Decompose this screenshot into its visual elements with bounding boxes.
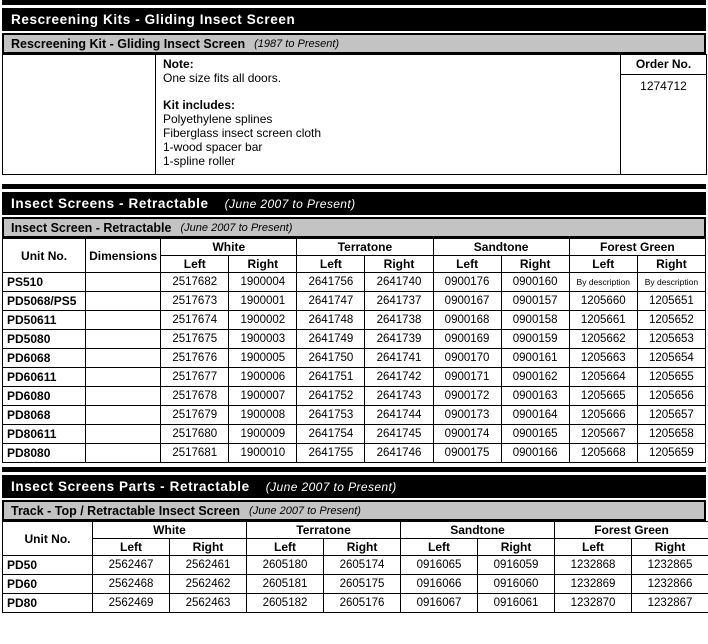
part-number-cell: 2641754 <box>297 425 365 444</box>
section-title: Insect Screens Parts - Retractable <box>11 479 250 494</box>
part-number-cell: 1232870 <box>555 594 632 613</box>
part-number-cell: 1232867 <box>632 594 708 613</box>
part-number-cell: 2562461 <box>170 556 247 575</box>
section-divider-rule <box>2 0 706 5</box>
note-text: One size fits all doors. <box>163 71 282 85</box>
part-number-cell: 0900161 <box>501 349 569 368</box>
part-number-cell: 0900170 <box>433 349 501 368</box>
section-subtitle-date: (June 2007 to Present) <box>180 221 293 234</box>
unit-no-header: Unit No. <box>3 522 93 556</box>
left-header: Left <box>93 539 170 556</box>
order-no-cell <box>621 55 707 175</box>
left-header: Left <box>297 256 365 273</box>
part-number-cell: 0900162 <box>501 368 569 387</box>
part-number-cell: 0900174 <box>433 425 501 444</box>
part-number-cell: 1205658 <box>637 425 705 444</box>
part-number-cell: 1205667 <box>569 425 637 444</box>
part-number-cell: 2517674 <box>161 311 229 330</box>
left-header: Left <box>555 539 632 556</box>
section-title-bar <box>2 8 706 31</box>
unit-no-cell: PD60 <box>3 575 93 594</box>
part-number-cell: 1900005 <box>229 349 297 368</box>
part-number-cell: 2641753 <box>297 406 365 425</box>
dimensions-cell <box>86 292 161 311</box>
dimensions-cell <box>86 311 161 330</box>
left-header: Left <box>247 539 324 556</box>
section-subtitle: Track - Top / Retractable Insect Screen <box>11 503 241 518</box>
part-number-cell: 2517677 <box>161 368 229 387</box>
part-number-cell: 0900164 <box>501 406 569 425</box>
section-subtitle-date: (1987 to Present) <box>254 37 340 50</box>
color-group-sandtone: Sandtone <box>433 239 569 256</box>
part-number-cell: 1205661 <box>569 311 637 330</box>
section-subtitle-date: (June 2007 to Present) <box>249 504 361 517</box>
part-number-cell: 1232869 <box>555 575 632 594</box>
part-number-cell: 2605181 <box>247 575 324 594</box>
part-number-cell: 0916066 <box>401 575 478 594</box>
part-number-cell: 0916060 <box>478 575 555 594</box>
unit-no-cell: PD50611 <box>3 311 86 330</box>
part-number-cell: 0916061 <box>478 594 555 613</box>
part-number-cell: 0900175 <box>433 444 501 463</box>
part-number-cell: 2605182 <box>247 594 324 613</box>
part-number-cell: 2641750 <box>297 349 365 368</box>
right-header: Right <box>478 539 555 556</box>
unit-no-cell: PD5080 <box>3 330 86 349</box>
table-row <box>3 575 708 594</box>
part-number-cell: 2517680 <box>161 425 229 444</box>
part-number-cell: 0900157 <box>501 292 569 311</box>
section-title: Rescreening Kits - Gliding Insect Screen <box>11 12 296 27</box>
dimensions-cell <box>86 444 161 463</box>
kit-item: Polyethylene splines <box>163 112 273 126</box>
part-number-cell: 2641738 <box>365 311 433 330</box>
part-number-cell: 1900001 <box>229 292 297 311</box>
table-row <box>3 349 706 368</box>
part-number-cell: By description <box>637 273 705 292</box>
right-header: Right <box>365 256 433 273</box>
part-number-cell: 0916059 <box>478 556 555 575</box>
part-number-cell: 2641749 <box>297 330 365 349</box>
unit-no-cell: PD8068 <box>3 406 86 425</box>
part-number-cell: 2641746 <box>365 444 433 463</box>
section-divider-rule <box>2 184 706 189</box>
part-number-cell: 1205655 <box>637 368 705 387</box>
part-number-cell: 2641756 <box>297 273 365 292</box>
part-number-cell: 0900158 <box>501 311 569 330</box>
table-row <box>3 330 706 349</box>
right-header: Right <box>170 539 247 556</box>
section-insect-screens-parts <box>2 467 706 613</box>
part-number-cell: 2605180 <box>247 556 324 575</box>
unit-no-cell: PD6068 <box>3 349 86 368</box>
kit-items-list <box>163 112 613 168</box>
left-right-header-row <box>3 539 708 556</box>
unit-no-cell: PS510 <box>3 273 86 292</box>
dimensions-cell <box>86 387 161 406</box>
note-row <box>3 55 707 175</box>
part-number-cell: 1205664 <box>569 368 637 387</box>
part-number-cell: 0900176 <box>433 273 501 292</box>
note-label: Note: <box>163 57 194 71</box>
table-row <box>3 425 706 444</box>
part-number-cell: 2641737 <box>365 292 433 311</box>
part-number-cell: 0900173 <box>433 406 501 425</box>
part-number-cell: 0900166 <box>501 444 569 463</box>
section-subtitle-bar <box>2 217 706 238</box>
left-header: Left <box>569 256 637 273</box>
left-header: Left <box>433 256 501 273</box>
unit-no-cell: PD60611 <box>3 368 86 387</box>
part-number-cell: 0916065 <box>401 556 478 575</box>
part-number-cell: 2641742 <box>365 368 433 387</box>
right-header: Right <box>637 256 705 273</box>
part-number-cell: 2641748 <box>297 311 365 330</box>
color-group-forest-green: Forest Green <box>569 239 705 256</box>
table-row <box>3 387 706 406</box>
part-number-cell: 2641744 <box>365 406 433 425</box>
table-row <box>3 368 706 387</box>
part-number-cell: 1900004 <box>229 273 297 292</box>
section-subtitle: Rescreening Kit - Gliding Insect Screen <box>11 36 246 51</box>
part-number-cell: 2517682 <box>161 273 229 292</box>
part-number-cell: 2641751 <box>297 368 365 387</box>
section-rescreening-kits <box>2 0 706 175</box>
part-number-cell: 2562463 <box>170 594 247 613</box>
unit-no-header: Unit No. <box>3 239 86 273</box>
kit-item: 1-wood spacer bar <box>163 140 263 154</box>
rescreening-kit-table <box>2 54 707 175</box>
part-number-cell: 0900159 <box>501 330 569 349</box>
section-subtitle-bar <box>2 33 706 54</box>
dimensions-cell <box>86 406 161 425</box>
table-row <box>3 273 706 292</box>
part-number-cell: 1205662 <box>569 330 637 349</box>
part-number-cell: 2641745 <box>365 425 433 444</box>
part-number-cell: 1232865 <box>632 556 708 575</box>
part-number-cell: 1205654 <box>637 349 705 368</box>
unit-no-cell: PD6080 <box>3 387 86 406</box>
part-number-cell: 1900010 <box>229 444 297 463</box>
part-number-cell: 2641752 <box>297 387 365 406</box>
section-subtitle: Insect Screen - Retractable <box>11 220 172 235</box>
right-header: Right <box>632 539 708 556</box>
part-number-cell: 2641747 <box>297 292 365 311</box>
table-row <box>3 594 708 613</box>
part-number-cell: 2517681 <box>161 444 229 463</box>
dimensions-header: Dimensions <box>86 239 161 273</box>
part-number-cell: 2517678 <box>161 387 229 406</box>
note-cell <box>156 55 621 175</box>
part-number-cell: 0900165 <box>501 425 569 444</box>
part-number-cell: 1900003 <box>229 330 297 349</box>
section-title-date: (June 2007 to Present) <box>224 196 356 211</box>
order-no-value: 1274712 <box>640 79 687 93</box>
dimensions-cell <box>86 330 161 349</box>
part-number-cell: 1900009 <box>229 425 297 444</box>
unit-no-cell: PD80 <box>3 594 93 613</box>
section-title-date: (June 2007 to Present) <box>265 479 397 494</box>
part-number-cell: 2562468 <box>93 575 170 594</box>
unit-no-cell: PD5068/PS5 <box>3 292 86 311</box>
part-number-cell: 0900160 <box>501 273 569 292</box>
track-top-table-body <box>3 556 708 613</box>
note-spacer <box>163 85 613 98</box>
part-number-cell: 2605176 <box>324 594 401 613</box>
part-number-cell: 1205653 <box>637 330 705 349</box>
section-title: Insect Screens - Retractable <box>11 196 209 211</box>
part-number-cell: 1232866 <box>632 575 708 594</box>
part-number-cell: 1205668 <box>569 444 637 463</box>
part-number-cell: 1205663 <box>569 349 637 368</box>
dimensions-cell <box>86 368 161 387</box>
table-row <box>3 406 706 425</box>
part-number-cell: 2517676 <box>161 349 229 368</box>
dimensions-cell <box>86 273 161 292</box>
color-group-terratone: Terratone <box>297 239 433 256</box>
color-group-sandtone: Sandtone <box>401 522 555 539</box>
part-number-cell: 2641740 <box>365 273 433 292</box>
part-number-cell: 1205659 <box>637 444 705 463</box>
part-number-cell: 1205665 <box>569 387 637 406</box>
left-header: Left <box>401 539 478 556</box>
kit-item: 1-spline roller <box>163 154 236 168</box>
section-subtitle-bar <box>2 500 706 521</box>
part-number-cell: 2605175 <box>324 575 401 594</box>
unit-no-cell: PD8080 <box>3 444 86 463</box>
color-group-white: White <box>161 239 297 256</box>
section-title-bar <box>2 192 706 215</box>
color-group-header-row <box>3 239 706 256</box>
part-number-cell: 0900163 <box>501 387 569 406</box>
part-number-cell: 1205652 <box>637 311 705 330</box>
color-group-header-row <box>3 522 708 539</box>
part-number-cell: 1205657 <box>637 406 705 425</box>
part-number-cell: 2605174 <box>324 556 401 575</box>
part-number-cell: 1205656 <box>637 387 705 406</box>
part-number-cell: By description <box>569 273 637 292</box>
unit-no-cell: PD80611 <box>3 425 86 444</box>
table-row <box>3 556 708 575</box>
part-number-cell: 0900172 <box>433 387 501 406</box>
retractable-screens-table <box>2 238 706 463</box>
part-number-cell: 2517675 <box>161 330 229 349</box>
part-number-cell: 2562462 <box>170 575 247 594</box>
part-number-cell: 1205666 <box>569 406 637 425</box>
dimensions-cell <box>86 349 161 368</box>
color-group-terratone: Terratone <box>247 522 401 539</box>
part-number-cell: 2517679 <box>161 406 229 425</box>
part-number-cell: 2562469 <box>93 594 170 613</box>
part-number-cell: 2562467 <box>93 556 170 575</box>
part-number-cell: 1900007 <box>229 387 297 406</box>
part-number-cell: 2641755 <box>297 444 365 463</box>
part-number-cell: 2641741 <box>365 349 433 368</box>
empty-cell <box>3 55 156 175</box>
color-group-forest-green: Forest Green <box>555 522 708 539</box>
part-number-cell: 1900002 <box>229 311 297 330</box>
right-header: Right <box>324 539 401 556</box>
part-number-cell: 1900006 <box>229 368 297 387</box>
part-number-cell: 2641739 <box>365 330 433 349</box>
part-number-cell: 2517673 <box>161 292 229 311</box>
section-insect-screens-retractable <box>2 184 706 463</box>
track-top-table <box>2 521 708 613</box>
right-header: Right <box>229 256 297 273</box>
part-number-cell: 0900169 <box>433 330 501 349</box>
table-row <box>3 292 706 311</box>
part-number-cell: 2641743 <box>365 387 433 406</box>
section-divider-rule <box>2 467 706 472</box>
table-row <box>3 444 706 463</box>
part-number-cell: 1205660 <box>569 292 637 311</box>
part-number-cell: 0916067 <box>401 594 478 613</box>
part-number-cell: 1205651 <box>637 292 705 311</box>
table-row <box>3 311 706 330</box>
kit-includes-label: Kit includes: <box>163 98 236 112</box>
color-group-white: White <box>93 522 247 539</box>
part-number-cell: 0900167 <box>433 292 501 311</box>
dimensions-cell <box>86 425 161 444</box>
part-number-cell: 1900008 <box>229 406 297 425</box>
right-header: Right <box>501 256 569 273</box>
order-no-header: Order No. <box>621 55 706 75</box>
kit-item: Fiberglass insect screen cloth <box>163 126 322 140</box>
retractable-screens-table-body <box>3 273 706 463</box>
part-number-cell: 0900168 <box>433 311 501 330</box>
left-header: Left <box>161 256 229 273</box>
part-number-cell: 0900171 <box>433 368 501 387</box>
section-title-bar <box>2 475 706 498</box>
unit-no-cell: PD50 <box>3 556 93 575</box>
part-number-cell: 1232868 <box>555 556 632 575</box>
